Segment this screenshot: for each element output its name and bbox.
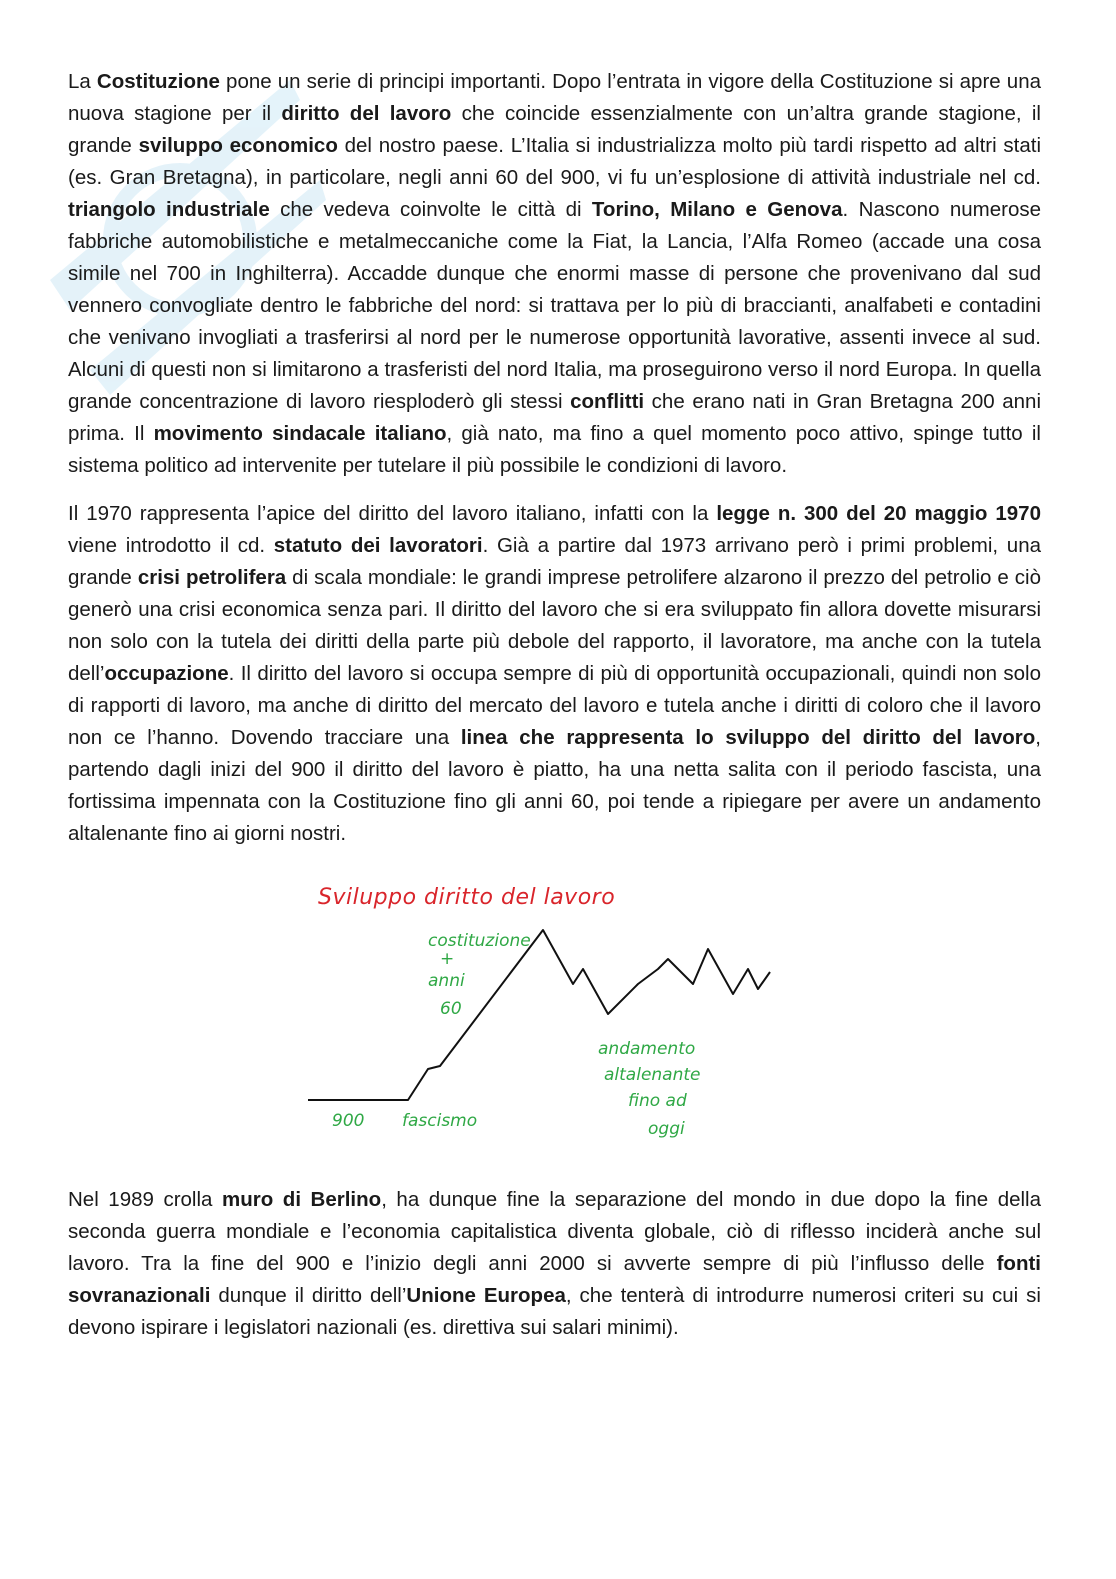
- labor-law-sketch: [68, 874, 1041, 1174]
- paragraph2-run: . Già a partire dal 1973 arrivano però i primi problemi, una grande: [68, 534, 1042, 589]
- paragraph2-run: crisi petrolifera: [137, 566, 287, 589]
- paragraph1-run: triangolo industriale: [68, 198, 270, 221]
- label-constitution-3: anni: [428, 971, 465, 991]
- paragraph2-run: Il 1970 rappresenta l’apice del diritto del lavoro italiano, infatti con la: [68, 502, 717, 525]
- label-trend-1: andamento: [598, 1039, 696, 1059]
- paragraph2-run: legge n. 300 del 20 maggio 1970: [716, 502, 1041, 525]
- paragraph1-run: diritto del lavoro: [281, 102, 452, 125]
- label-constitution-4: 60: [440, 999, 462, 1019]
- paragraph-constitution: [68, 66, 1041, 482]
- paragraph1-run: , già nato, ma fino a quel momento poco attivo, spinge tutto il sistema politico ad intervenite per tutelare il più possibile le condizioni di lavoro.: [68, 422, 1041, 477]
- paragraph1-run: che vedeva coinvolte le città di: [269, 198, 592, 221]
- label-trend-4: oggi: [648, 1119, 685, 1139]
- trend-line: [308, 930, 770, 1100]
- paragraph1-run: La: [68, 70, 97, 93]
- paragraph2-run: . Il diritto del lavoro si occupa sempre di più di opportunità occupazionali, quindi non solo di rapporti di lavoro, ma anche di diritto del mercato del lavoro e tutela anche i diritti di coloro che il lavoro non ce l’hanno. Dovendo tracciare una: [68, 662, 1041, 749]
- paragraph3-run: , ha dunque fine la separazione del mondo in due dopo la fine della seconda guerra mondiale e l’economia capitalistica diventa globale, ciò di riflesso inciderà anche sul lavoro. Tra la fine del 900 e l’inizio degli anni 2000 si avverte sempre di più l’influsso delle: [68, 1188, 1042, 1275]
- paragraph1-run: sviluppo economico: [138, 134, 338, 157]
- label-constitution-2: +: [440, 949, 455, 969]
- paragraph1-run: che coincide essenzialmente con un’altra grande stagione, il grande: [68, 102, 1041, 157]
- paragraph2-run: linea che rappresenta lo sviluppo del diritto del lavoro: [460, 726, 1036, 749]
- sketch-title: Sviluppo diritto del lavoro: [318, 885, 616, 910]
- paragraph3-run: Unione Europea: [406, 1284, 566, 1307]
- label-start-900: 900: [332, 1111, 365, 1131]
- paragraph1-run: pone un serie di principi importanti. Dopo l’entrata in vigore della Costituzione si apre una nuova stagione per il: [68, 70, 1042, 125]
- paragraph3-run: fonti sovranazionali: [68, 1252, 1041, 1307]
- paragraph2-run: di scala mondiale: le grandi imprese petrolifere alzarono il prezzo del petrolio e ciò generò una crisi economica senza pari. Il diritto del lavoro che si era sviluppato fin allora dovette misurarsi non solo con la tutela dei diritti della parte più debole del rapporto, il lavoratore, ma anche con la tutela dell’: [68, 566, 1041, 685]
- document-page: [68, 66, 1041, 1344]
- paragraph1-run: . Nascono numerose fabbriche automobilistiche e metalmeccaniche come la Fiat, la Lancia, l’Alfa Romeo (accade una cosa simile nel 700 in Inghilterra). Accadde dunque che enormi masse di persone che provenivano dal sud vennero convogliate dentro le fabbriche del nord: si trattava per lo più di braccianti, analfabeti e contadini che venivano invogliati a trasferirsi al nord per le numerose opportunità lavorative, assenti invece al sud. Alcuni di questi non si limitarono a trasferisti del nord Italia, ma proseguirono verso il nord Europa. In quella grande concentrazione di lavoro riesploderò gli stessi: [68, 198, 1042, 413]
- paragraph2-run: occupazione: [104, 662, 229, 685]
- paragraph-statute: [68, 498, 1041, 850]
- paragraph1-run: conflitti: [570, 390, 645, 413]
- paragraph1-run: del nostro paese. L’Italia si industrializza molto più tardi rispetto ad altri stati (es. Gran Bretagna), in particolare, negli anni 60 del 900, vi fu un’esplosione di attività industriale nel cd.: [68, 134, 1042, 189]
- paragraph2-run: , partendo dagli inizi del 900 il diritto del lavoro è piatto, ha una netta salita con il periodo fascista, una fortissima impennata con la Costituzione fino gli anni 60, poi tende a ripiegare per avere un andamento altalenante fino ai giorni nostri.: [68, 726, 1041, 845]
- paragraph1-run: che erano nati in Gran Bretagna 200 anni prima. Il: [68, 390, 1041, 445]
- paragraph1-run: Costituzione: [96, 70, 220, 93]
- paragraph1-run: movimento sindacale italiano: [153, 422, 447, 445]
- paragraph2-run: statuto dei lavoratori: [273, 534, 483, 557]
- paragraph3-run: Nel 1989 crolla: [68, 1188, 222, 1211]
- paragraph-berlin-wall: [68, 1184, 1041, 1344]
- paragraph2-run: viene introdotto il cd.: [68, 534, 274, 557]
- label-fascism: fascismo: [402, 1111, 478, 1131]
- label-trend-3: fino ad: [628, 1091, 687, 1111]
- label-constitution-1: costituzione: [428, 931, 531, 951]
- label-trend-2: altalenante: [604, 1065, 701, 1085]
- paragraph3-run: muro di Berlino: [222, 1188, 382, 1211]
- paragraph3-run: dunque il diritto dell’: [210, 1284, 407, 1307]
- paragraph3-run: , che tenterà di introdurre numerosi criteri su cui si devono ispirare i legislatori nazionali (es. direttiva sui salari minimi).: [68, 1284, 1041, 1339]
- paragraph1-run: Torino, Milano e Genova: [591, 198, 843, 221]
